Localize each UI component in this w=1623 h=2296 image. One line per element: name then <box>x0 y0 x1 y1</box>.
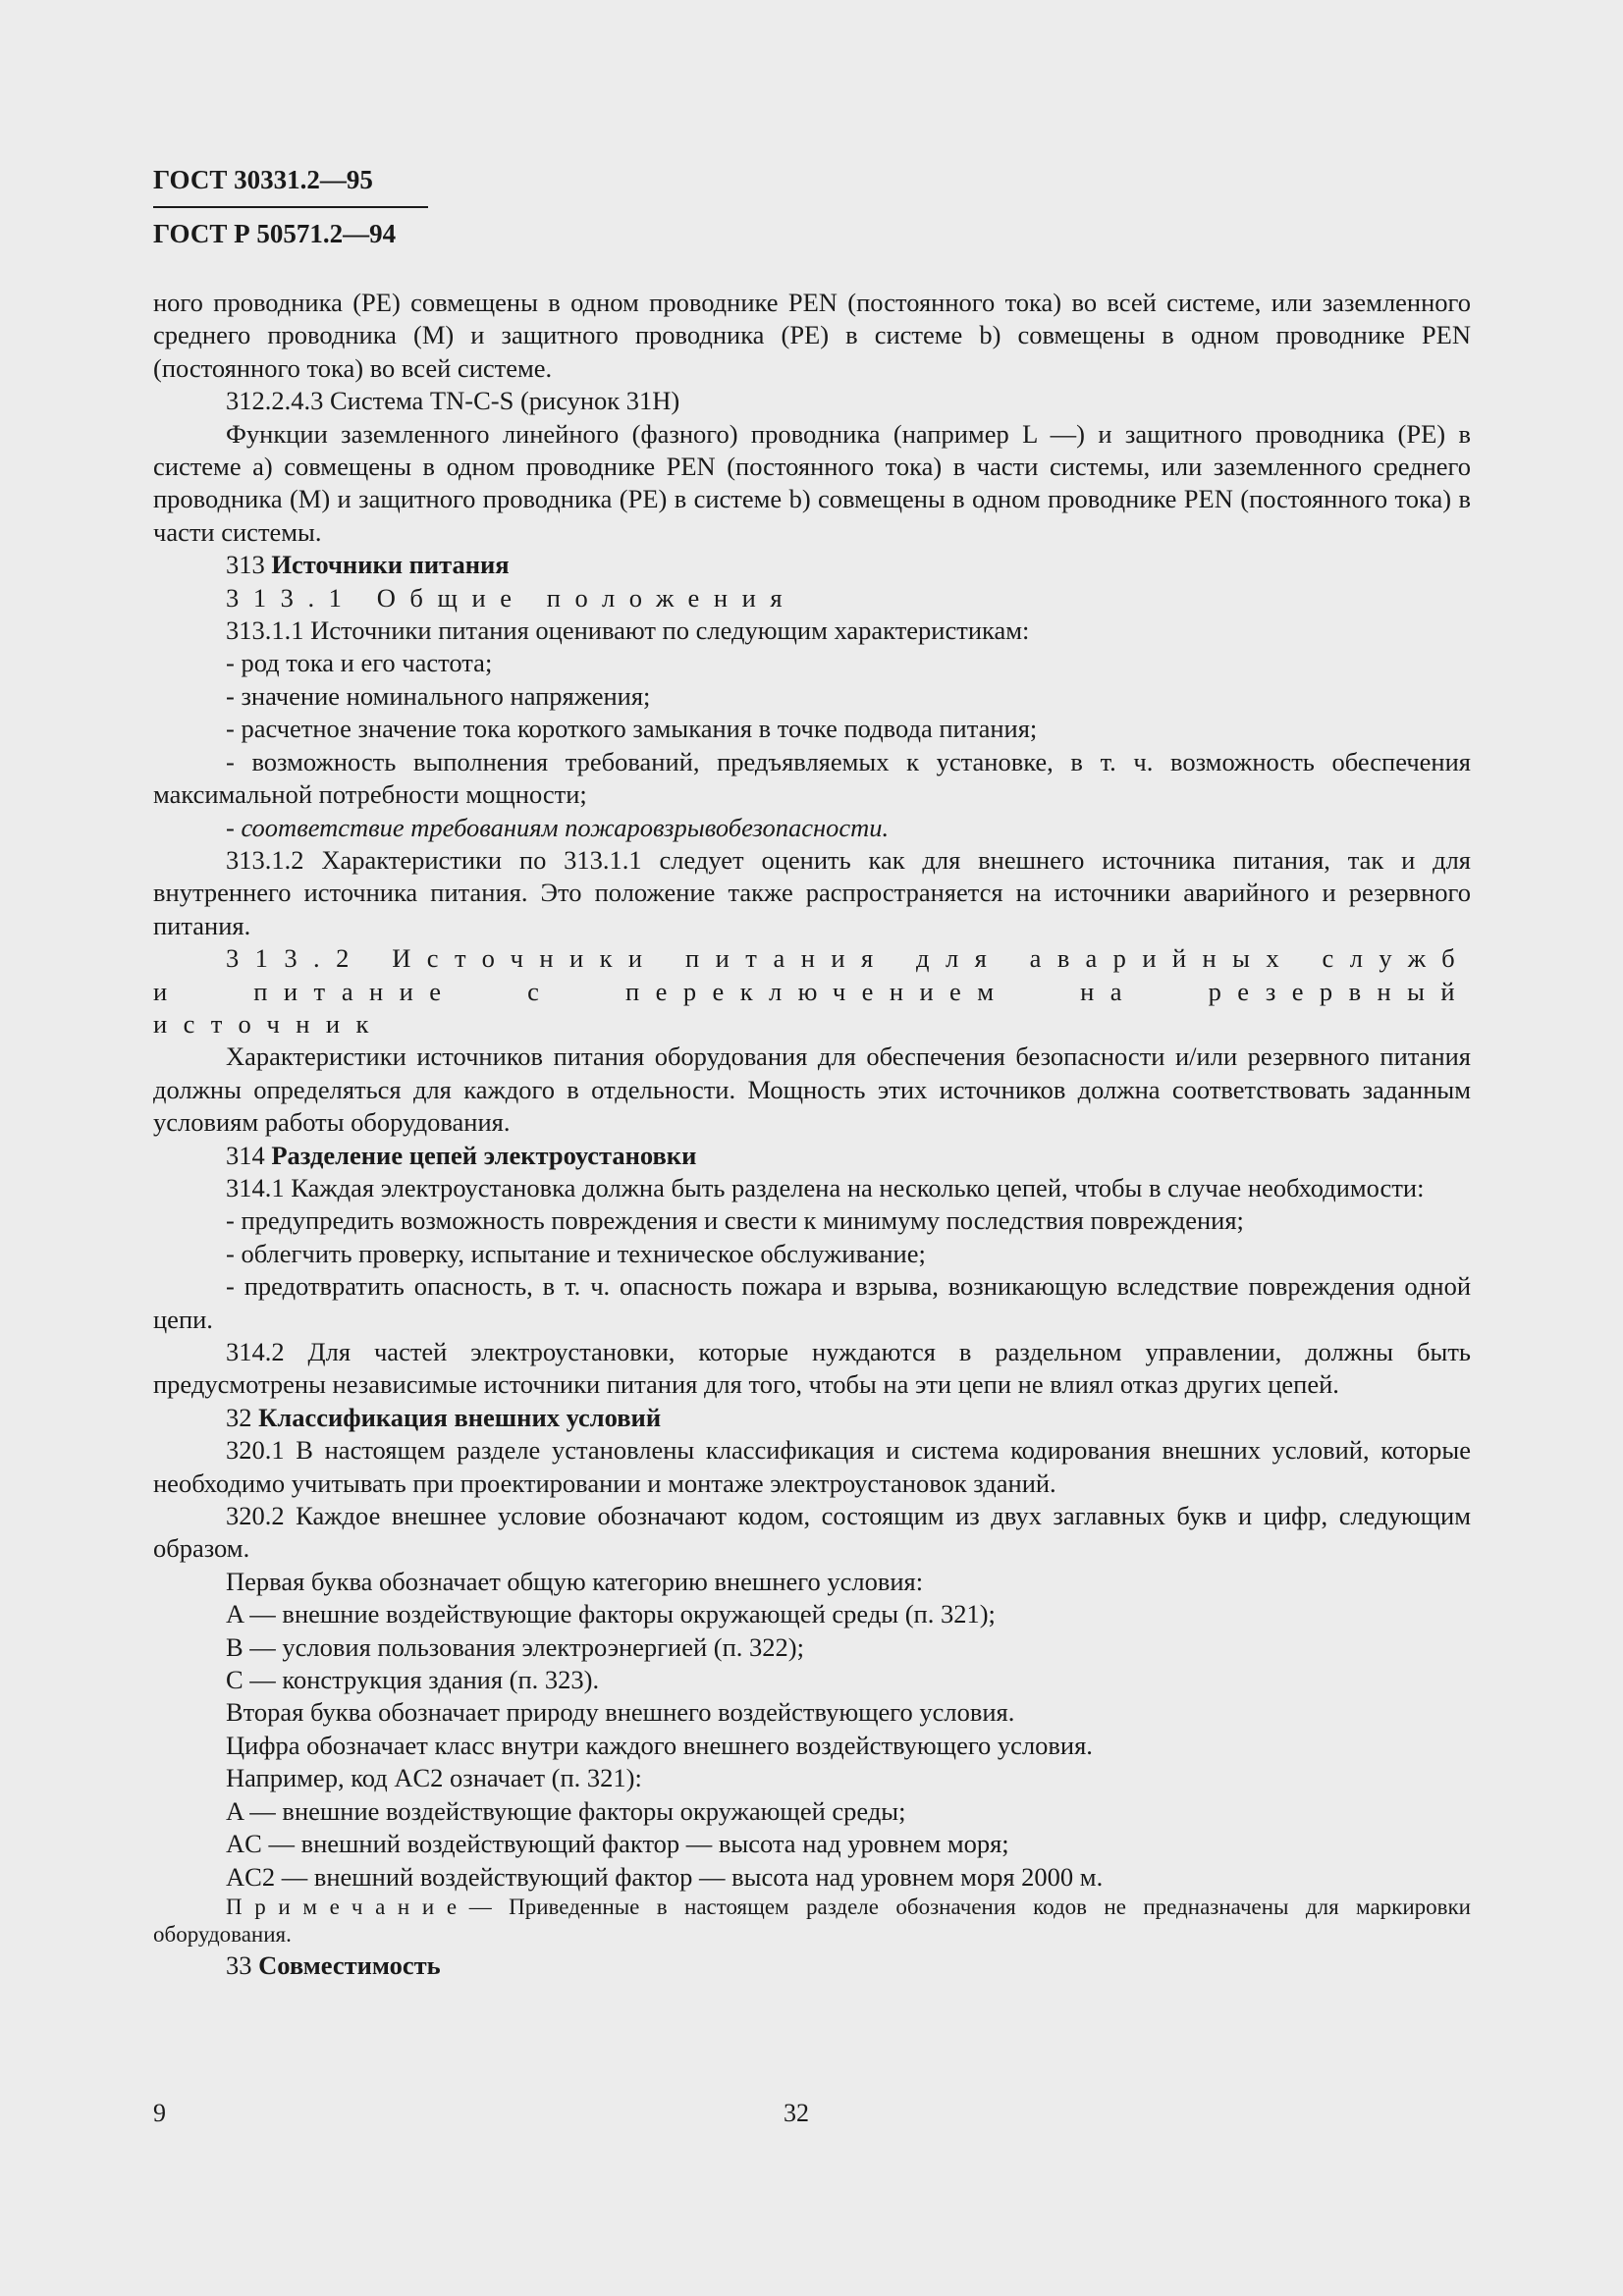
section-number: 33 <box>226 1949 252 1980</box>
standard-number-secondary: ГОСТ Р 50571.2—94 <box>153 219 397 248</box>
note <box>153 1894 1471 1949</box>
code-line: C — конструкция здания (п. 323). <box>226 1665 600 1695</box>
clause-heading: 312.2.4.3 Система TN-C-S (рисунок 31H) <box>226 386 680 416</box>
code-line: Первая буква обозначает общую категорию внешнего условия: <box>226 1566 924 1596</box>
code-line: Например, код AC2 означает (п. 321): <box>226 1763 642 1793</box>
list-item: - расчетное значение тока короткого замыкания в точке подвода питания; <box>226 714 1038 744</box>
list-item: - значение номинального напряжения; <box>226 680 651 711</box>
paragraph: 320.1 В настоящем разделе установлены классификация и система кодирования внешних условий, которые необходимо учитывать при проектировании и монтаже электроустановок зданий. <box>153 1435 1471 1498</box>
paragraph: Функции заземленного линейного (фазного) проводника (например L —) и защитного проводника (PE) в системе a) совмещены в одном проводнике PEN (постоянного тока) в части системы, или заземленного среднего проводника (M) и защитного проводника (PE) в системе b) совмещены в одном проводнике PEN (постоянного тока) в части системы. <box>153 418 1471 547</box>
section-heading <box>153 1140 1471 1172</box>
code-line: AC — внешний воздействующий фактор — высота над уровнем моря; <box>226 1829 1009 1859</box>
section-number: 314 <box>226 1140 265 1170</box>
paragraph: Характеристики источников питания оборудования для обеспечения безопасности и/или резервного питания должны определяться для каждого в отдельности. Мощность этих источников должна соответствовать заданным условиям работы оборудования. <box>153 1041 1471 1138</box>
section-heading <box>153 1402 1471 1434</box>
code-line: A — внешние воздействующие факторы окружающей среды; <box>226 1795 906 1826</box>
section-title: Разделение цепей электроустановки <box>271 1140 697 1170</box>
document-body <box>153 287 1471 1982</box>
note-text: — Приведенные в настоящем разделе обозначения кодов не предназначены для маркировки оборудования. <box>153 1894 1471 1948</box>
list-item: - предотвратить опасность, в т. ч. опасность пожара и взрыва, возникающую вследствие повреждения одной цепи. <box>153 1271 1471 1334</box>
list-item: - возможность выполнения требований, предъявляемых к установке, в т. ч. возможность обеспечения максимальной потребности мощности; <box>153 746 1471 810</box>
list-item: - соответствие требованиям пожаровзрывобезопасности. <box>226 812 890 842</box>
paragraph: 313.1.1 Источники питания оценивают по следующим характеристикам: <box>226 615 1030 646</box>
standard-number-primary: ГОСТ 30331.2—95 <box>153 165 373 194</box>
section-number: 32 <box>226 1402 252 1432</box>
paragraph: 314.1 Каждая электроустановка должна быть разделена на несколько цепей, чтобы в случае необходимости: <box>226 1172 1425 1202</box>
section-number: 313 <box>226 550 265 580</box>
paragraph: 314.2 Для частей электроустановки, которые нуждаются в раздельном управлении, должны быть предусмотрены независимые источники питания для того, чтобы на эти цепи не влиял отказ других цепей. <box>153 1337 1471 1400</box>
section-heading <box>153 549 1471 581</box>
list-item: - предупредить возможность повреждения и свести к минимуму последствия повреждения; <box>226 1205 1244 1236</box>
code-line: A — внешние воздействующие факторы окружающей среды (п. 321); <box>226 1599 996 1629</box>
section-title: Классификация внешних условий <box>258 1402 662 1432</box>
page-number-left: 9 <box>153 2099 166 2127</box>
section-heading <box>153 1949 1471 1982</box>
code-line: Цифра обозначает класс внутри каждого внешнего воздействующего условия. <box>226 1730 1093 1760</box>
page-number-center: 32 <box>784 2099 809 2127</box>
list-item: - облегчить проверку, испытание и техническое обслуживание; <box>226 1238 926 1268</box>
code-line: B — условия пользования электроэнергией (п. 322); <box>226 1631 804 1662</box>
section-title: Источники питания <box>271 550 510 580</box>
paragraph: 313.1.2 Характеристики по 313.1.1 следует оценить как для внешнего источника питания, так и для внутреннего источника питания. Это положение также распространяется на источники аварийного и резервного питания. <box>153 844 1471 940</box>
list-item: - род тока и его частота; <box>226 648 493 678</box>
paragraph: 320.2 Каждое внешнее условие обозначают кодом, состоящим из двух заглавных букв и цифр, следующим образом. <box>153 1501 1471 1564</box>
note-label: Примечание <box>226 1894 469 1919</box>
section-title: Совместимость <box>258 1949 441 1980</box>
paragraph: ного проводника (PE) совмещены в одном проводнике PEN (постоянного тока) во всей системе, или заземленного среднего проводника (M) и защитного проводника (PE) в системе b) совмещены в одном проводнике PEN (постоянного тока) во всей системе. <box>153 288 1471 383</box>
code-line: Вторая буква обозначает природу внешнего воздействующего условия. <box>226 1697 1015 1728</box>
code-line: AC2 — внешний воздействующий фактор — высота над уровнем моря 2000 м. <box>226 1861 1104 1892</box>
subsection-heading: 313.1 Общие положения <box>226 582 797 613</box>
subsection-heading: 313.2 Источники питания для аварийных служб и питание с переключением на резервный источник <box>153 943 1471 1039</box>
document-header <box>153 163 428 250</box>
header-rule <box>153 206 428 208</box>
